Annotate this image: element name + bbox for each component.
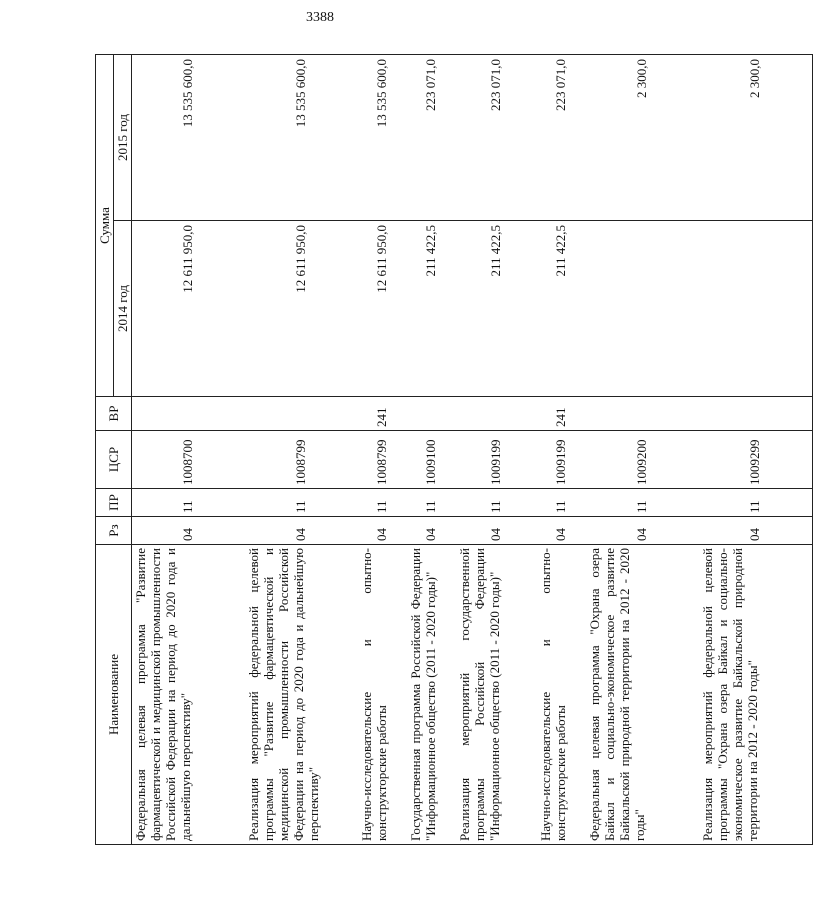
- row-vr: [407, 397, 456, 431]
- row-pr: 11: [699, 489, 813, 517]
- row-vr: 241: [358, 397, 407, 431]
- row-sum-2014: 12 611 950,0: [245, 221, 358, 397]
- row-name: Федеральная целевая программа "Охрана озера Байкал и социально-экономическое развитие Байкальской природной территории на 2012 - 2020 годы": [586, 545, 699, 845]
- rotated-budget-table-container: [95, 55, 762, 845]
- row-vr: [245, 397, 358, 431]
- row-sum-2014: 12 611 950,0: [358, 221, 407, 397]
- row-name: Государственная программа Российской Федерации "Информационное общество (2011 - 2020 годы)": [407, 545, 456, 845]
- table-row: [456, 55, 537, 845]
- row-vr: [586, 397, 699, 431]
- row-sum-2015: 223 071,0: [456, 55, 537, 221]
- row-pr: 11: [132, 489, 246, 517]
- row-name: Реализация мероприятий федеральной целевой программы "Охрана озера Байкал и социально-экономическое развитие Байкальской природной территории на 2012 - 2020 годы": [699, 545, 813, 845]
- row-name: Реализация мероприятий федеральной целевой программы "Развитие фармацевтической и медицинской промышленности Российской Федерации на период до 2020 года и дальнейшую перспективу": [245, 545, 358, 845]
- row-csr: 1009299: [699, 431, 813, 489]
- header-vr: ВР: [96, 397, 132, 431]
- row-rz: 04: [132, 517, 246, 545]
- row-name: Научно-исследовательские и опытно-конструкторские работы: [537, 545, 586, 845]
- row-pr: 11: [456, 489, 537, 517]
- row-vr: 241: [537, 397, 586, 431]
- row-sum-2014: 211 422,5: [537, 221, 586, 397]
- row-vr: [699, 397, 813, 431]
- row-pr: 11: [407, 489, 456, 517]
- row-csr: 1009200: [586, 431, 699, 489]
- header-name: Наименование: [96, 545, 132, 845]
- table-row: [245, 55, 358, 845]
- row-rz: 04: [537, 517, 586, 545]
- table-row: [586, 55, 699, 845]
- row-sum-2015: 223 071,0: [407, 55, 456, 221]
- row-rz: 04: [407, 517, 456, 545]
- row-rz: 04: [456, 517, 537, 545]
- row-sum-2015: 2 300,0: [699, 55, 813, 221]
- row-csr: 1008700: [132, 431, 246, 489]
- header-pr: ПР: [96, 489, 132, 517]
- row-rz: 04: [358, 517, 407, 545]
- row-sum-2014: 12 611 950,0: [132, 221, 246, 397]
- row-pr: 11: [245, 489, 358, 517]
- budget-table: [95, 54, 813, 845]
- row-sum-2015: 13 535 600,0: [132, 55, 246, 221]
- row-sum-2014: 211 422,5: [407, 221, 456, 397]
- row-vr: [456, 397, 537, 431]
- row-rz: 04: [699, 517, 813, 545]
- row-name: Научно-исследовательские и опытно-конструкторские работы: [358, 545, 407, 845]
- row-sum-2014: 211 422,5: [456, 221, 537, 397]
- row-rz: 04: [245, 517, 358, 545]
- row-csr: 1009199: [537, 431, 586, 489]
- row-sum-2015: 13 535 600,0: [245, 55, 358, 221]
- row-sum-2015: 223 071,0: [537, 55, 586, 221]
- row-pr: 11: [537, 489, 586, 517]
- row-pr: 11: [358, 489, 407, 517]
- table-row: [132, 55, 246, 845]
- header-sum: Сумма: [96, 55, 114, 397]
- row-sum-2014: [586, 221, 699, 397]
- row-name: Федеральная целевая программа "Развитие фармацевтической и медицинской промышленности Российской Федерации на период до 2020 года и дальнейшую перспективу": [132, 545, 246, 845]
- page-number: 3388: [306, 10, 334, 25]
- row-sum-2014: [699, 221, 813, 397]
- row-rz: 04: [586, 517, 699, 545]
- header-year-2015: 2015 год: [114, 55, 132, 221]
- row-name: Реализация мероприятий государственной программы Российской Федерации "Информационное общество (2011 - 2020 годы)": [456, 545, 537, 845]
- row-vr: [132, 397, 246, 431]
- table-row: [358, 55, 407, 845]
- row-csr: 1009199: [456, 431, 537, 489]
- table-row: [407, 55, 456, 845]
- header-year-2014: 2014 год: [114, 221, 132, 397]
- row-csr: 1009100: [407, 431, 456, 489]
- header-rz: Рз: [96, 517, 132, 545]
- row-csr: 1008799: [358, 431, 407, 489]
- row-pr: 11: [586, 489, 699, 517]
- row-sum-2015: 2 300,0: [586, 55, 699, 221]
- header-csr: ЦСР: [96, 431, 132, 489]
- row-sum-2015: 13 535 600,0: [358, 55, 407, 221]
- row-csr: 1008799: [245, 431, 358, 489]
- table-row: [537, 55, 586, 845]
- table-row: [699, 55, 813, 845]
